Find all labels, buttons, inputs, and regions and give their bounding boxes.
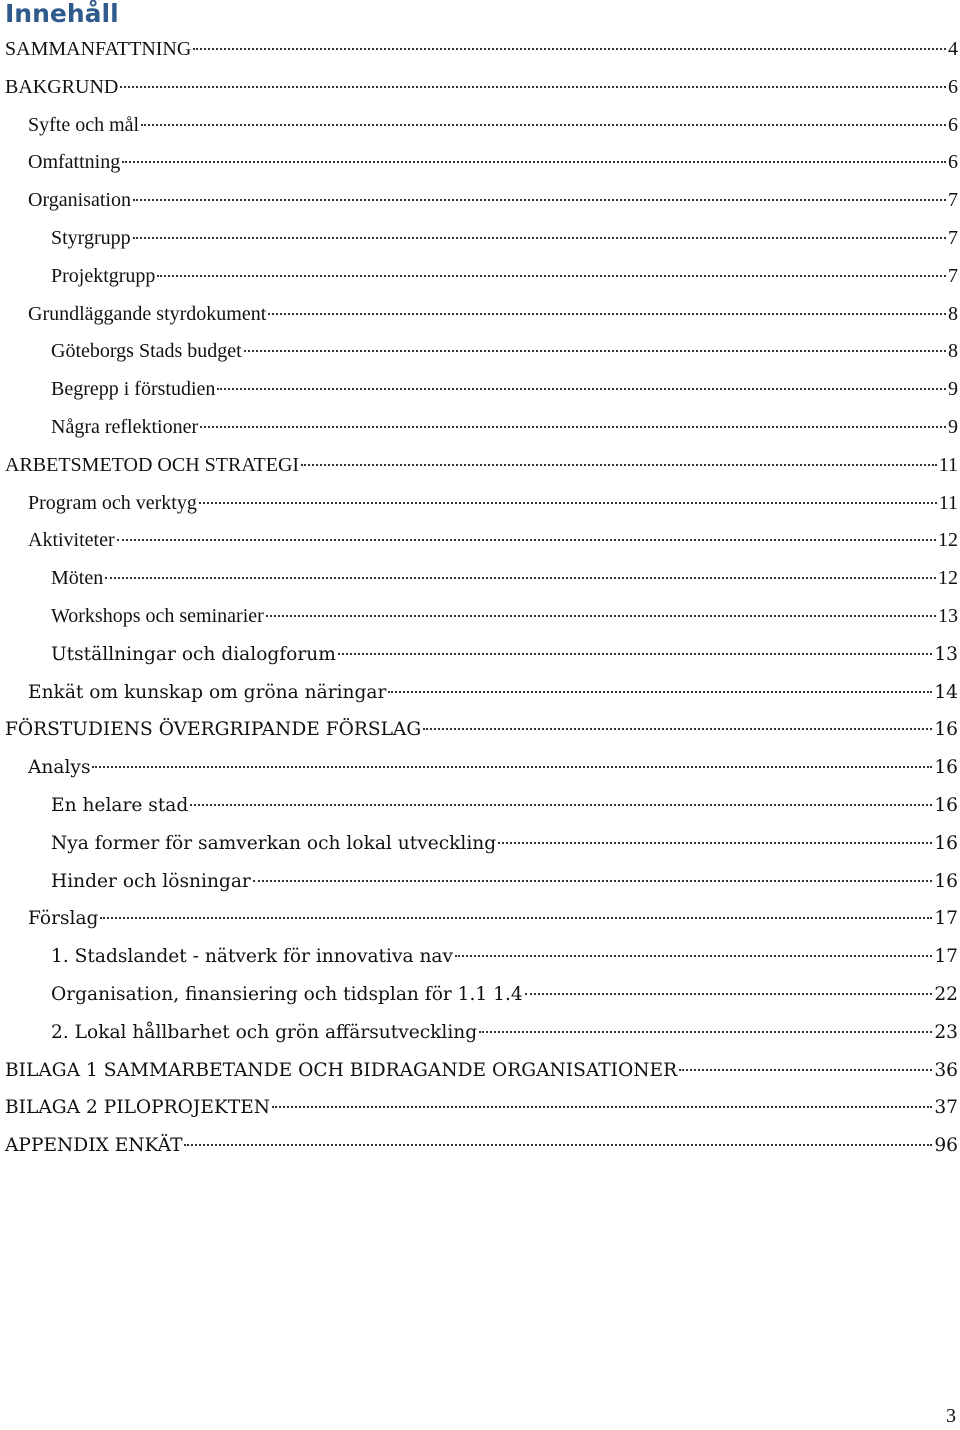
toc-entry-title: Utställningar och dialogforum xyxy=(51,643,336,665)
dot-leader xyxy=(268,313,946,315)
toc-entry-title: Analys xyxy=(28,757,91,779)
toc-entry-arbetsmetod-och-strategi[interactable] xyxy=(0,447,960,485)
toc-heading: Innehåll xyxy=(5,0,119,28)
toc-entry-page: 16 xyxy=(934,832,958,854)
toc-entry-omfattning[interactable] xyxy=(0,144,960,182)
toc-entry-analys[interactable] xyxy=(0,749,960,787)
dot-leader xyxy=(244,350,946,352)
toc-entry-page: 17 xyxy=(934,908,958,930)
toc-entry-page: 11 xyxy=(938,491,958,514)
dot-leader xyxy=(133,237,946,239)
toc-entry-page: 16 xyxy=(934,794,958,816)
page-number: 3 xyxy=(946,1405,956,1427)
toc-entry-title: Styrgrupp xyxy=(51,226,131,249)
toc-entry-title: APPENDIX ENKÄT xyxy=(5,1135,183,1157)
toc-entry-en-helare-stad[interactable] xyxy=(0,787,960,825)
toc-entry-title: Projektgrupp xyxy=(51,264,156,287)
toc-entry-page: 17 xyxy=(934,946,958,968)
dot-leader xyxy=(157,275,946,277)
toc-entry-appendix-enkat[interactable] xyxy=(0,1127,960,1165)
dot-leader xyxy=(525,993,933,995)
dot-leader xyxy=(266,615,936,617)
dot-leader xyxy=(388,691,932,693)
toc-entry-page: 36 xyxy=(934,1059,958,1081)
toc-entry-page: 6 xyxy=(948,151,958,174)
toc-entry-goteborgs-stads-budget[interactable] xyxy=(0,333,960,371)
toc-entry-program-och-verktyg[interactable] xyxy=(0,485,960,523)
toc-entry-title: Hinder och lösningar xyxy=(51,870,251,892)
toc-entry-page: 22 xyxy=(934,983,958,1005)
dot-leader xyxy=(141,124,946,126)
toc-entry-organisation-finansiering[interactable] xyxy=(0,976,960,1014)
dot-leader xyxy=(338,653,932,655)
toc-entry-title: Organisation, finansiering och tidsplan för 1.1 1.4 xyxy=(51,983,523,1005)
toc-entry-page: 7 xyxy=(948,264,958,287)
dot-leader xyxy=(122,161,946,163)
dot-leader xyxy=(190,804,932,806)
toc-entry-title: 2. Lokal hållbarhet och grön affärsutveckling xyxy=(51,1021,478,1043)
toc-entry-enkat-om-kunskap[interactable] xyxy=(0,674,960,712)
toc-entry-moten[interactable] xyxy=(0,560,960,598)
toc-entry-title: Några reflektioner xyxy=(51,415,199,438)
toc-entry-page: 6 xyxy=(948,113,958,136)
toc-entry-title: Workshops och seminarier xyxy=(51,604,264,627)
toc-entry-nya-former-for-samverkan[interactable] xyxy=(0,825,960,863)
toc-entry-workshops-och-seminarier[interactable] xyxy=(0,598,960,636)
toc-entry-page: 8 xyxy=(948,302,958,325)
toc-entry-forstudiens-overgripande-forslag[interactable] xyxy=(0,711,960,749)
toc-entry-page: 16 xyxy=(934,719,958,741)
dot-leader xyxy=(301,464,937,466)
toc-entry-hinder-och-losningar[interactable] xyxy=(0,863,960,901)
toc-entry-page: 7 xyxy=(948,226,958,249)
toc-entry-organisation[interactable] xyxy=(0,182,960,220)
toc-entry-title: SAMMANFATTNING xyxy=(5,38,192,60)
toc-entry-page: 23 xyxy=(934,1021,958,1043)
toc-entry-title: BAKGRUND xyxy=(5,75,119,98)
dot-leader xyxy=(200,426,946,428)
toc-entry-title: Aktiviteter xyxy=(28,529,115,552)
toc-entry-title: ARBETSMETOD OCH STRATEGI xyxy=(5,453,300,476)
toc-entry-sammanfattning[interactable] xyxy=(0,31,960,69)
toc-entry-syfte-och-mal[interactable] xyxy=(0,107,960,145)
dot-leader xyxy=(498,842,932,844)
toc-entry-page: 13 xyxy=(938,604,958,627)
toc-entry-page: 16 xyxy=(934,870,958,892)
toc-entry-page: 14 xyxy=(934,681,958,703)
dot-leader xyxy=(117,539,936,541)
toc-entry-page: 16 xyxy=(934,757,958,779)
toc-entry-title: BILAGA 1 SAMMARBETANDE OCH BIDRAGANDE ORGANISATIONER xyxy=(5,1059,678,1081)
toc-entry-bilaga-2[interactable] xyxy=(0,1089,960,1127)
dot-leader xyxy=(92,766,932,768)
toc-entry-stadslandet[interactable] xyxy=(0,938,960,976)
toc-entry-page: 7 xyxy=(948,189,958,212)
toc-entry-begrepp-i-forstudien[interactable] xyxy=(0,371,960,409)
dot-leader xyxy=(479,1031,932,1033)
toc-entry-title: Program och verktyg xyxy=(28,491,197,514)
toc-entry-title: Förslag xyxy=(28,908,99,930)
toc-entry-page: 8 xyxy=(948,340,958,363)
toc-entry-bakgrund[interactable] xyxy=(0,69,960,107)
toc-entry-page: 37 xyxy=(934,1097,958,1119)
toc-entry-title: Göteborgs Stads budget xyxy=(51,340,242,363)
toc-entry-title: En helare stad xyxy=(51,794,189,816)
toc-entry-page: 9 xyxy=(948,415,958,438)
toc-entry-title: 1. Stadslandet - nätverk för innovativa nav xyxy=(51,946,454,968)
dot-leader xyxy=(133,199,946,201)
toc-entry-title: Möten xyxy=(51,567,104,590)
toc-entry-title: BILAGA 2 PILOPROJEKTEN xyxy=(5,1097,271,1119)
toc-entry-title: Begrepp i förstudien xyxy=(51,378,216,401)
toc-entry-title: FÖRSTUDIENS ÖVERGRIPANDE FÖRSLAG xyxy=(5,719,422,741)
toc-entry-page: 12 xyxy=(938,567,958,590)
toc-entry-page: 13 xyxy=(934,643,958,665)
toc-entry-title: Grundläggande styrdokument xyxy=(28,302,267,325)
toc-entry-page: 96 xyxy=(934,1135,958,1157)
toc-entry-grundlaggande-styrdokument[interactable] xyxy=(0,296,960,334)
dot-leader xyxy=(193,48,946,50)
toc-entry-forslag[interactable] xyxy=(0,900,960,938)
dot-leader xyxy=(272,1106,932,1108)
toc-entry-page: 12 xyxy=(938,529,958,552)
table-of-contents xyxy=(0,31,960,1165)
toc-entry-page: 4 xyxy=(948,38,958,60)
toc-entry-page: 6 xyxy=(948,75,958,98)
dot-leader xyxy=(679,1069,932,1071)
toc-entry-projektgrupp[interactable] xyxy=(0,258,960,296)
toc-entry-styrgrupp[interactable] xyxy=(0,220,960,258)
dot-leader xyxy=(253,880,933,882)
toc-entry-utstallningar-och-dialogforum[interactable] xyxy=(0,636,960,674)
toc-entry-lokal-hallbarhet[interactable] xyxy=(0,1014,960,1052)
dot-leader xyxy=(184,1144,932,1146)
toc-entry-title: Enkät om kunskap om gröna näringar xyxy=(28,681,387,703)
toc-entry-bilaga-1[interactable] xyxy=(0,1052,960,1090)
dot-leader xyxy=(455,955,932,957)
dot-leader xyxy=(120,86,946,88)
dot-leader xyxy=(105,577,936,579)
toc-entry-aktiviteter[interactable] xyxy=(0,522,960,560)
toc-entry-title: Organisation xyxy=(28,189,131,212)
dot-leader xyxy=(217,388,946,390)
toc-entry-nagra-reflektioner[interactable] xyxy=(0,409,960,447)
dot-leader xyxy=(100,917,932,919)
toc-entry-title: Syfte och mål xyxy=(28,113,140,136)
dot-leader xyxy=(423,728,932,730)
toc-entry-title: Nya former för samverkan och lokal utveckling xyxy=(51,832,497,854)
toc-entry-page: 9 xyxy=(948,378,958,401)
toc-entry-title: Omfattning xyxy=(28,151,121,174)
dot-leader xyxy=(199,502,937,504)
toc-entry-page: 11 xyxy=(938,453,958,476)
